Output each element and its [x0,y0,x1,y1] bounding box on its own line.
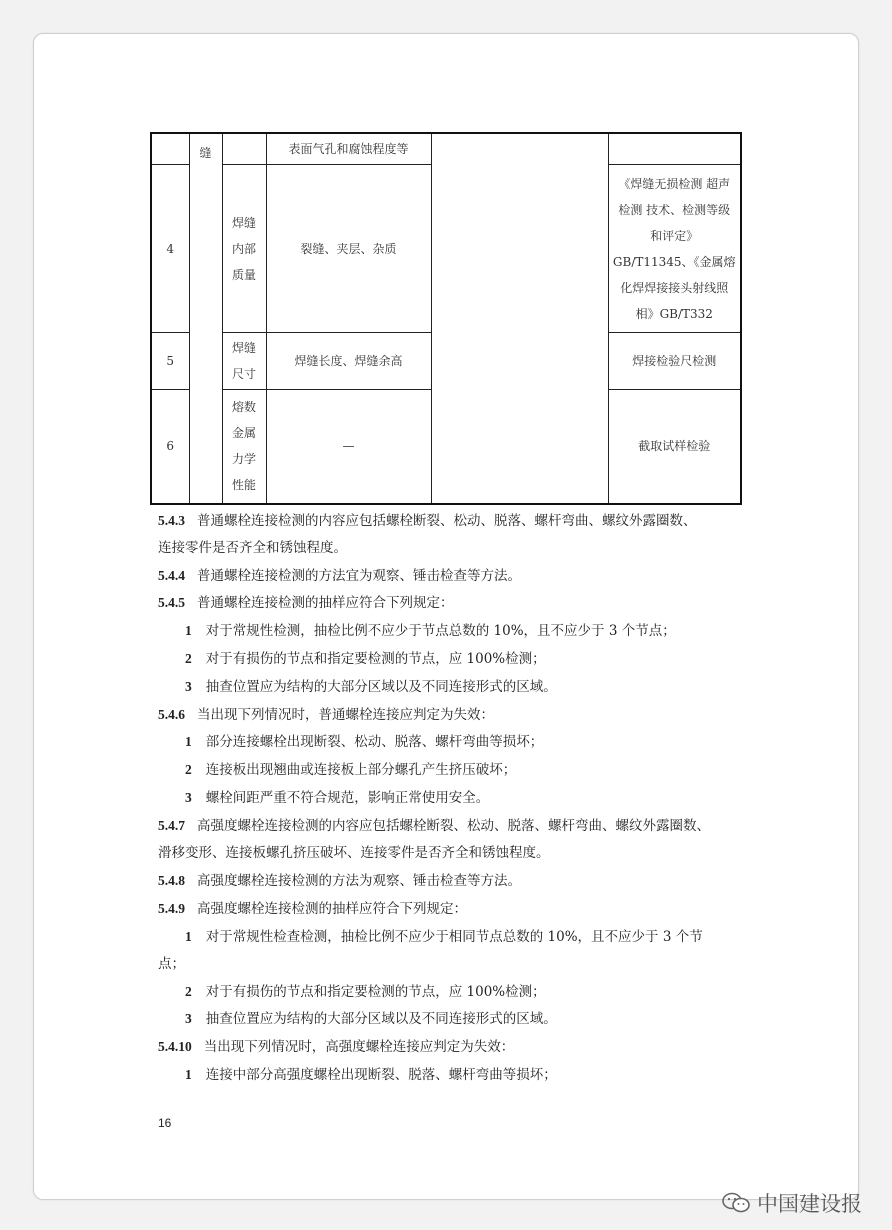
list-item: 1 连接中部分高强度螺栓出现断裂、脱落、螺杆弯曲等损坏； [185,1067,557,1083]
row-number: 4 [151,165,189,333]
item-name: 焊缝尺寸 [222,333,266,390]
clause-5-4-5: 5.4.5 普通螺栓连接检测的抽样应符合下列规定： [158,595,454,611]
list-item: 2 连接板出现翘曲或连接板上部分螺孔产生挤压破坏； [185,762,517,778]
clause-continuation: 连接零件是否齐全和锈蚀程度。 [158,540,347,556]
item-content: 裂缝、夹层、杂质 [266,165,431,333]
clause-continuation: 滑移变形、连接板螺孔挤压破坏、连接零件是否齐全和锈蚀程度。 [158,845,550,861]
table-cell: 缝 [189,133,222,504]
method-reference: 焊接检验尺检测 [608,333,741,390]
clause-5-4-8: 5.4.8 高强度螺栓连接检测的方法为观察、锤击检查等方法。 [158,873,521,889]
row-number: 5 [151,333,189,390]
table-row [151,133,741,165]
clause-5-4-7: 5.4.7 高强度螺栓连接检测的内容应包括螺栓断裂、松动、脱落、螺杆弯曲、螺纹外露圈数、 [158,818,710,834]
method-reference: 《焊缝无损检测 超声检测 技术、检测等级和评定》GB/T11345、《金属熔化焊焊接接头射线照相》GB/T332 [608,165,741,333]
clause-5-4-10: 5.4.10 当出现下列情况时，高强度螺栓连接应判定为失效： [158,1039,515,1055]
table-cell [608,133,741,165]
list-item: 2 对于有损伤的节点和指定要检测的节点，应 100%检测； [185,651,546,667]
watermark [721,1188,862,1218]
clause-5-4-6: 5.4.6 当出现下列情况时，普通螺栓连接应判定为失效： [158,707,494,723]
table-cell [431,133,608,504]
inspection-table [150,132,742,505]
item-name: 焊缝内部质量 [222,165,266,333]
clause-5-4-3: 5.4.3 普通螺栓连接检测的内容应包括螺栓断裂、松动、脱落、螺杆弯曲、螺纹外露圈数、 [158,513,697,529]
list-item: 3 抽查位置应为结构的大部分区域以及不同连接形式的区域。 [185,1011,557,1027]
clause-5-4-9: 5.4.9 高强度螺栓连接检测的抽样应符合下列规定： [158,901,467,917]
list-item-continuation: 点； [158,956,185,972]
list-item: 3 抽查位置应为结构的大部分区域以及不同连接形式的区域。 [185,679,557,695]
list-item: 1 部分连接螺栓出现断裂、松动、脱落、螺杆弯曲等损坏； [185,734,544,750]
row-number: 6 [151,390,189,504]
watermark-text: 中国建设报 [757,1192,862,1216]
list-item: 1 对于常规性检查检测，抽检比例不应少于相同节点总数的 10%，且不应少于 3 个节 [185,929,703,945]
list-item: 2 对于有损伤的节点和指定要检测的节点，应 100%检测； [185,984,546,1000]
method-reference: 截取试样检验 [608,390,741,504]
wechat-icon [721,1191,751,1215]
table-cell [222,133,266,165]
clause-5-4-4: 5.4.4 普通螺栓连接检测的方法宜为观察、锤击检查等方法。 [158,568,521,584]
table-cell: 表面气孔和腐蚀程度等 [266,133,431,165]
item-content: 焊缝长度、焊缝余高 [266,333,431,390]
page-number: 16 [158,1116,172,1130]
list-item: 3 螺栓间距严重不符合规范，影响正常使用安全。 [185,790,490,806]
table-cell [151,133,189,165]
list-item: 1 对于常规性检测，抽检比例不应少于节点总数的 10%，且不应少于 3 个节点； [185,623,676,639]
item-name: 熔数金属力学性能 [222,390,266,504]
item-content: — [266,390,431,504]
